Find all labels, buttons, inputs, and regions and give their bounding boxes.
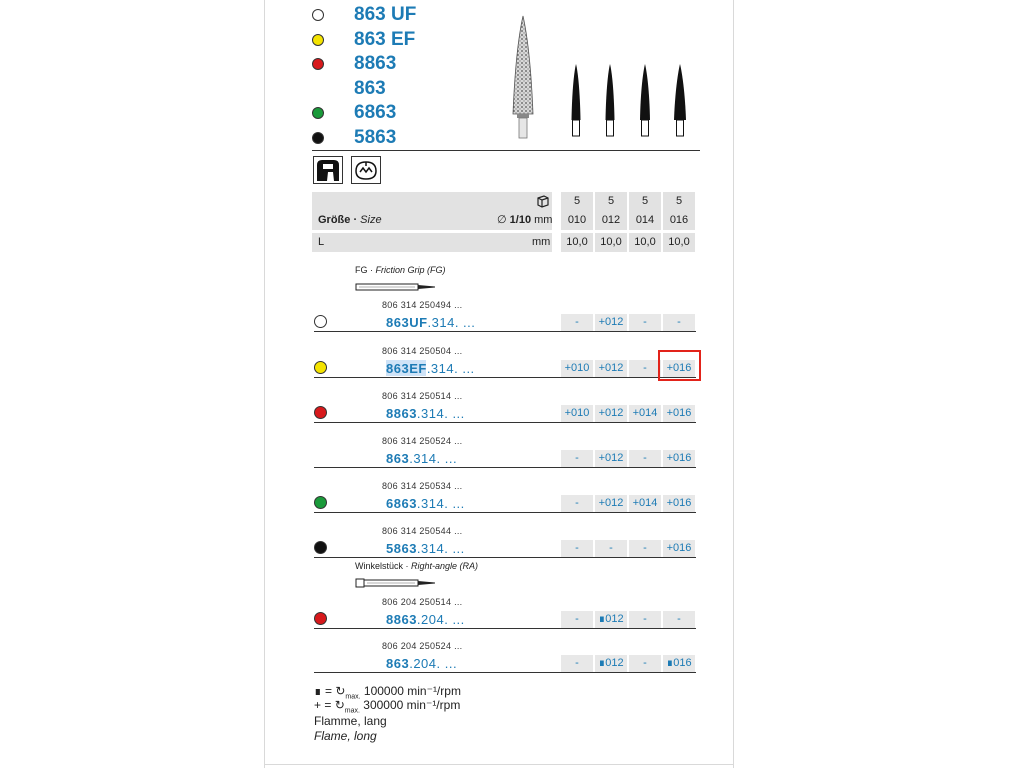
color-dot-green bbox=[312, 107, 324, 119]
order-cell[interactable]: - bbox=[629, 611, 661, 628]
legend-line-3: Flamme, lang bbox=[314, 714, 387, 728]
color-dot-red bbox=[312, 58, 324, 70]
row-divider bbox=[314, 331, 696, 332]
selected-cell-outline bbox=[658, 350, 701, 381]
order-cell[interactable]: - bbox=[595, 540, 627, 557]
order-cell[interactable]: - bbox=[629, 314, 661, 331]
rpm-icon: $↻_{max.}$ bbox=[334, 698, 360, 715]
order-cell[interactable]: - bbox=[663, 611, 695, 628]
order-cell[interactable]: ∎016 bbox=[663, 655, 695, 672]
package-cell: 5 bbox=[629, 192, 661, 211]
variant-name: 863 bbox=[354, 78, 386, 99]
order-cell[interactable]: - bbox=[561, 611, 593, 628]
order-cell[interactable]: +014 bbox=[629, 495, 661, 512]
order-cell[interactable]: +016 bbox=[663, 405, 695, 422]
row-divider bbox=[314, 422, 696, 423]
order-cell[interactable]: - bbox=[629, 540, 661, 557]
variant-item bbox=[312, 127, 452, 149]
length-label: L bbox=[318, 236, 325, 248]
row-divider bbox=[314, 377, 696, 378]
product-code[interactable]: 8863.314. ... bbox=[386, 406, 465, 421]
row-divider bbox=[314, 628, 696, 629]
rpm-icon: $↻_{max.}$ bbox=[335, 684, 361, 701]
color-dot-red bbox=[314, 406, 327, 419]
order-cell[interactable]: - bbox=[561, 655, 593, 672]
variant-name: 5863 bbox=[354, 127, 397, 148]
bur-silhouette-012 bbox=[602, 62, 618, 138]
order-cell[interactable]: +012 bbox=[595, 405, 627, 422]
length-unit: mm bbox=[532, 236, 551, 248]
order-cell[interactable]: +016 bbox=[663, 360, 695, 377]
order-cell[interactable]: +010 bbox=[561, 405, 593, 422]
color-dot-black bbox=[314, 541, 327, 554]
product-code[interactable]: 863.204. ... bbox=[386, 656, 458, 671]
variant-item bbox=[312, 78, 452, 100]
variant-name: 8863 bbox=[354, 53, 397, 74]
product-code[interactable]: 863UF.314. ... bbox=[386, 315, 476, 330]
order-cell[interactable]: +010 bbox=[561, 360, 593, 377]
order-cell[interactable]: +012 bbox=[595, 314, 627, 331]
order-cell[interactable]: +012 bbox=[595, 450, 627, 467]
diamond-bur-image bbox=[505, 14, 541, 140]
bur-silhouette-014 bbox=[637, 62, 653, 138]
length-cell: 10,0 bbox=[663, 233, 695, 252]
bur-silhouette-010 bbox=[568, 62, 584, 138]
article-number: 806 314 250534 ... bbox=[382, 481, 463, 491]
variant-item bbox=[312, 53, 452, 75]
article-number: 806 314 250494 ... bbox=[382, 300, 463, 310]
fg-shank-icon bbox=[355, 282, 437, 292]
order-cell[interactable]: - bbox=[629, 655, 661, 672]
variant-name: 863 UF bbox=[354, 4, 417, 25]
package-icon bbox=[536, 194, 550, 208]
color-dot-red bbox=[314, 612, 327, 625]
article-number: 806 314 250504 ... bbox=[382, 346, 463, 356]
order-cell[interactable]: +016 bbox=[663, 495, 695, 512]
order-cell[interactable]: - bbox=[561, 540, 593, 557]
color-dot-yellow bbox=[312, 34, 324, 46]
article-number: 806 314 250514 ... bbox=[382, 391, 463, 401]
length-row-bg bbox=[312, 233, 552, 252]
bur-silhouette-016 bbox=[671, 62, 689, 138]
order-cell[interactable]: - bbox=[663, 314, 695, 331]
order-cell[interactable]: +012 bbox=[595, 495, 627, 512]
fg-section-label: FG · Friction Grip (FG) bbox=[355, 265, 446, 275]
legend-line-1: ∎ = $↻_{max.}$ 100000 min⁻¹/rpm bbox=[314, 684, 461, 701]
size-cell: 010 bbox=[561, 211, 593, 230]
package-cell: 5 bbox=[595, 192, 627, 211]
variant-name: 863 EF bbox=[354, 29, 416, 50]
article-number: 806 314 250524 ... bbox=[382, 436, 463, 446]
color-dot-black bbox=[312, 132, 324, 144]
size-label: Größe · Size bbox=[318, 214, 382, 226]
row-divider bbox=[314, 512, 696, 513]
lab-model-icon bbox=[351, 156, 381, 184]
product-code[interactable]: 6863.314. ... bbox=[386, 496, 465, 511]
order-cell[interactable]: - bbox=[561, 450, 593, 467]
legend-line-2: + = $↻_{max.}$ 300000 min⁻¹/rpm bbox=[314, 698, 461, 715]
order-cell[interactable]: - bbox=[561, 314, 593, 331]
package-cell: 5 bbox=[561, 192, 593, 211]
article-number: 806 204 250514 ... bbox=[382, 597, 463, 607]
order-cell[interactable]: +014 bbox=[629, 405, 661, 422]
tooth-crown-icon bbox=[313, 156, 343, 184]
length-cell: 10,0 bbox=[629, 233, 661, 252]
order-cell[interactable]: +016 bbox=[663, 450, 695, 467]
size-cell: 016 bbox=[663, 211, 695, 230]
size-cell: 012 bbox=[595, 211, 627, 230]
bottom-divider bbox=[264, 764, 734, 765]
header-divider bbox=[312, 150, 700, 151]
variant-item bbox=[312, 102, 452, 124]
order-cell[interactable]: +012 bbox=[595, 360, 627, 377]
variant-item bbox=[312, 29, 452, 51]
product-code[interactable]: 5863.314. ... bbox=[386, 541, 465, 556]
length-cell: 10,0 bbox=[561, 233, 593, 252]
variant-name: 6863 bbox=[354, 102, 397, 123]
color-dot-white bbox=[312, 9, 324, 21]
ra-section-label: Winkelstück · Right-angle (RA) bbox=[355, 561, 479, 571]
order-cell[interactable]: - bbox=[629, 450, 661, 467]
order-cell[interactable]: ∎012 bbox=[595, 655, 627, 672]
variant-item bbox=[312, 4, 452, 26]
order-cell[interactable]: ∎012 bbox=[595, 611, 627, 628]
order-cell[interactable]: - bbox=[561, 495, 593, 512]
size-unit: ∅ 1/10 mm bbox=[497, 214, 553, 226]
color-dot-white bbox=[314, 315, 327, 328]
product-code[interactable]: 8863.204. ... bbox=[386, 612, 465, 627]
product-code[interactable]: 863EF.314. ... bbox=[386, 361, 475, 376]
order-cell[interactable]: - bbox=[629, 360, 661, 377]
product-code[interactable]: 863.314. ... bbox=[386, 451, 458, 466]
ra-shank-icon bbox=[355, 577, 437, 589]
article-number: 806 314 250544 ... bbox=[382, 526, 463, 536]
color-dot-green bbox=[314, 496, 327, 509]
article-number: 806 204 250524 ... bbox=[382, 641, 463, 651]
row-divider bbox=[314, 672, 696, 673]
package-row-bg bbox=[312, 192, 552, 211]
order-cell[interactable]: +016 bbox=[663, 540, 695, 557]
row-divider bbox=[314, 557, 696, 558]
length-cell: 10,0 bbox=[595, 233, 627, 252]
color-dot-yellow bbox=[314, 361, 327, 374]
package-cell: 5 bbox=[663, 192, 695, 211]
row-divider bbox=[314, 467, 696, 468]
legend-line-4: Flame, long bbox=[314, 729, 377, 743]
size-cell: 014 bbox=[629, 211, 661, 230]
